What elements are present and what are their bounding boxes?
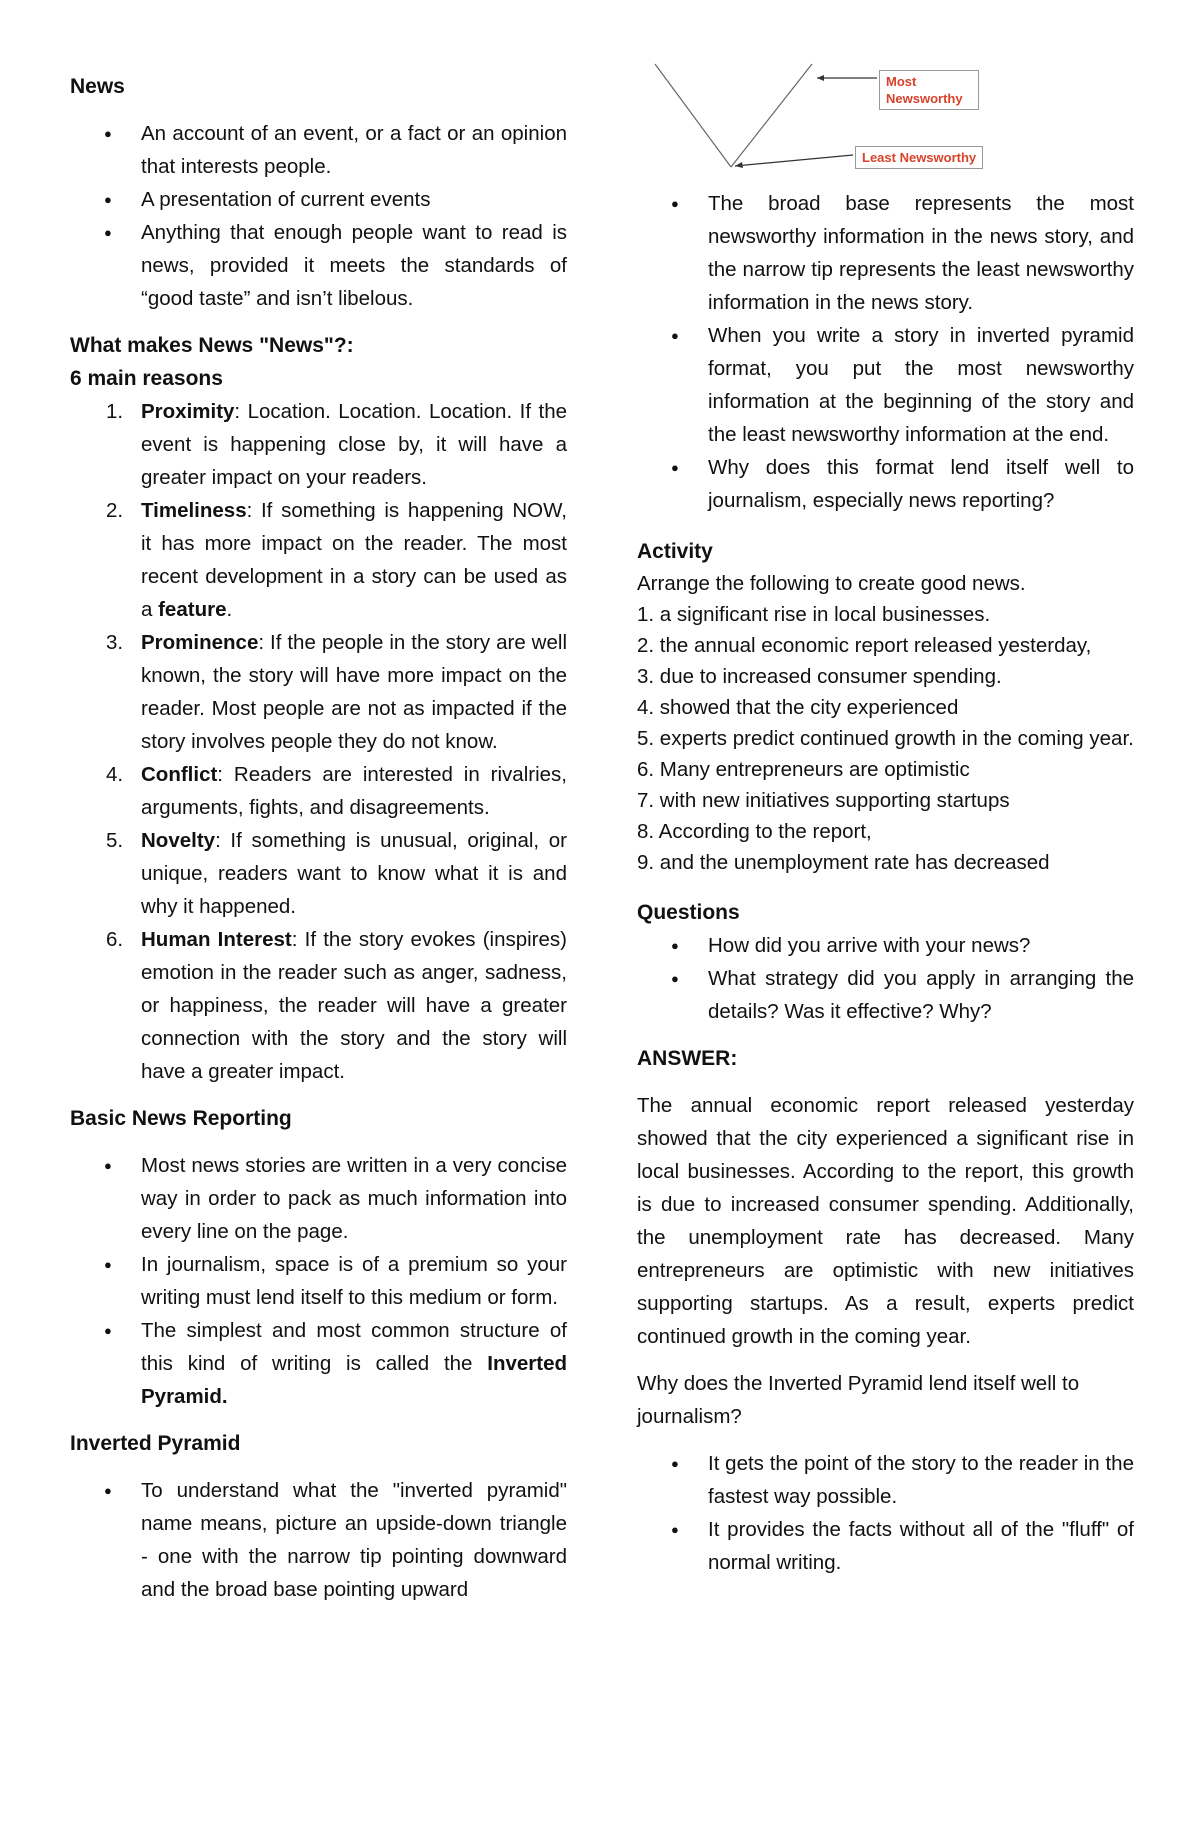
activity-item: 9. and the unemployment rate has decreased <box>637 851 1050 874</box>
activity-item: 7. with new initiatives supporting startups <box>637 789 1010 812</box>
reason-term: Timeliness <box>141 499 247 522</box>
list-item: 1. Proximity: Location. Location. Location. If the event is happening close by, it will have a greater impact on your readers. <box>106 400 567 489</box>
reason-term: Novelty <box>141 829 216 852</box>
most-newsworthy-label: Most Newsworthy <box>879 70 979 110</box>
left-column <box>70 70 567 1606</box>
basic-news-reporting-heading: Basic News Reporting <box>70 1107 292 1130</box>
questions-heading: Questions <box>637 901 740 924</box>
inverted-pyramid-diagram <box>637 62 1134 187</box>
list-item: ● It gets the point of the story to the reader in the fastest way possible. <box>637 1447 1134 1513</box>
list-item: ● An account of an event, or a fact or an opinion that interests people. <box>70 117 567 183</box>
activity-item: 4. showed that the city experienced <box>637 696 959 719</box>
activity-item: 2. the annual economic report released yesterday, <box>637 634 1092 657</box>
list-item: 3. Prominence: If the people in the story are well known, the story will have more impact on the reader. Most people are not as impacted if the story involves people they do not know. <box>106 631 567 753</box>
list-item: ● Anything that enough people want to read is news, provided it meets the standards of “good taste” and isn’t libelous. <box>70 216 567 315</box>
activity-item: 8. According to the report, <box>637 820 872 843</box>
inverted-pyramid-heading: Inverted Pyramid <box>70 1432 241 1455</box>
basic-reporting-list <box>70 1149 567 1413</box>
list-item: ● To understand what the "inverted pyramid" name means, picture an upside-down triangle - one with the narrow tip pointing downward and the broad base pointing upward <box>70 1474 567 1606</box>
list-item: ● Why does this format lend itself well to journalism, especially news reporting? <box>637 451 1134 517</box>
list-item: 2. Timeliness: If something is happening NOW, it has more impact on the reader. The most recent development in a story can be used as a feature. <box>106 499 567 621</box>
activity-intro: Arrange the following to create good news. <box>637 572 1026 595</box>
right-column <box>637 70 1134 1579</box>
list-item: ● A presentation of current events <box>70 183 567 216</box>
questions-list <box>637 929 1134 1028</box>
activity-item: 1. a significant rise in local businesses. <box>637 603 991 626</box>
list-item: ● In journalism, space is of a premium so your writing must lend itself to this medium or form. <box>70 1248 567 1314</box>
list-item: ● When you write a story in inverted pyramid format, you put the most newsworthy information at the beginning of the story and the least newsworthy information at the end. <box>637 319 1134 451</box>
activity-heading: Activity <box>637 540 713 563</box>
least-newsworthy-label: Least Newsworthy <box>855 146 983 169</box>
reason-term: Human Interest <box>141 928 292 951</box>
list-item: ● How did you arrive with your news? <box>637 929 1134 962</box>
list-item: ● What strategy did you apply in arranging the details? Was it effective? Why? <box>637 962 1134 1028</box>
news-definition-list <box>70 117 567 315</box>
list-item: 6. Human Interest: If the story evokes (inspires) emotion in the reader such as anger, sadness, or happiness, the reader will have a greater connection with the story and the story will have a greater impact. <box>106 928 567 1083</box>
reason-term: Proximity <box>141 400 235 423</box>
activity-item: 5. experts predict continued growth in the coming year. <box>637 727 1134 750</box>
six-reasons-heading: 6 main reasons <box>70 367 223 390</box>
activity-items <box>637 568 1134 878</box>
inverted-pyramid-list <box>70 1474 567 1606</box>
reason-term: Conflict <box>141 763 218 786</box>
reasons-list <box>70 395 567 1088</box>
answer-heading: ANSWER: <box>637 1047 738 1070</box>
why-answers-list <box>637 1447 1134 1579</box>
activity-item: 6. Many entrepreneurs are optimistic <box>637 758 970 781</box>
list-item: 4. Conflict: Readers are interested in rivalries, arguments, fights, and disagreements. <box>106 763 567 819</box>
list-item: ● The simplest and most common structure of this kind of writing is called the Inverted Pyramid. <box>70 1314 567 1413</box>
pyramid-explanation-list <box>637 187 1134 517</box>
why-question: Why does the Inverted Pyramid lend itself well to journalism? <box>637 1372 1080 1428</box>
list-item: 5. Novelty: If something is unusual, original, or unique, readers want to know what it is and why it happened. <box>106 829 567 918</box>
what-makes-news-heading: What makes News "News"?: <box>70 334 354 357</box>
reason-term: Prominence <box>141 631 259 654</box>
answer-paragraph: The annual economic report released yesterday showed that the city experienced a significant rise in local businesses. According to the report, this growth is due to increased consumer spending. Additionally, the unemployment rate has decreased. Many entrepreneurs are optimistic with new initiatives supporting startups. As a result, experts predict continued growth in the coming year. <box>637 1094 1134 1348</box>
list-item: ● Most news stories are written in a very concise way in order to pack as much information into every line on the page. <box>70 1149 567 1248</box>
list-item: ● It provides the facts without all of the "fluff" of normal writing. <box>637 1513 1134 1579</box>
activity-item: 3. due to increased consumer spending. <box>637 665 1002 688</box>
news-heading: News <box>70 75 125 98</box>
list-item: ● The broad base represents the most newsworthy information in the news story, and the narrow tip represents the least newsworthy information in the news story. <box>637 187 1134 319</box>
